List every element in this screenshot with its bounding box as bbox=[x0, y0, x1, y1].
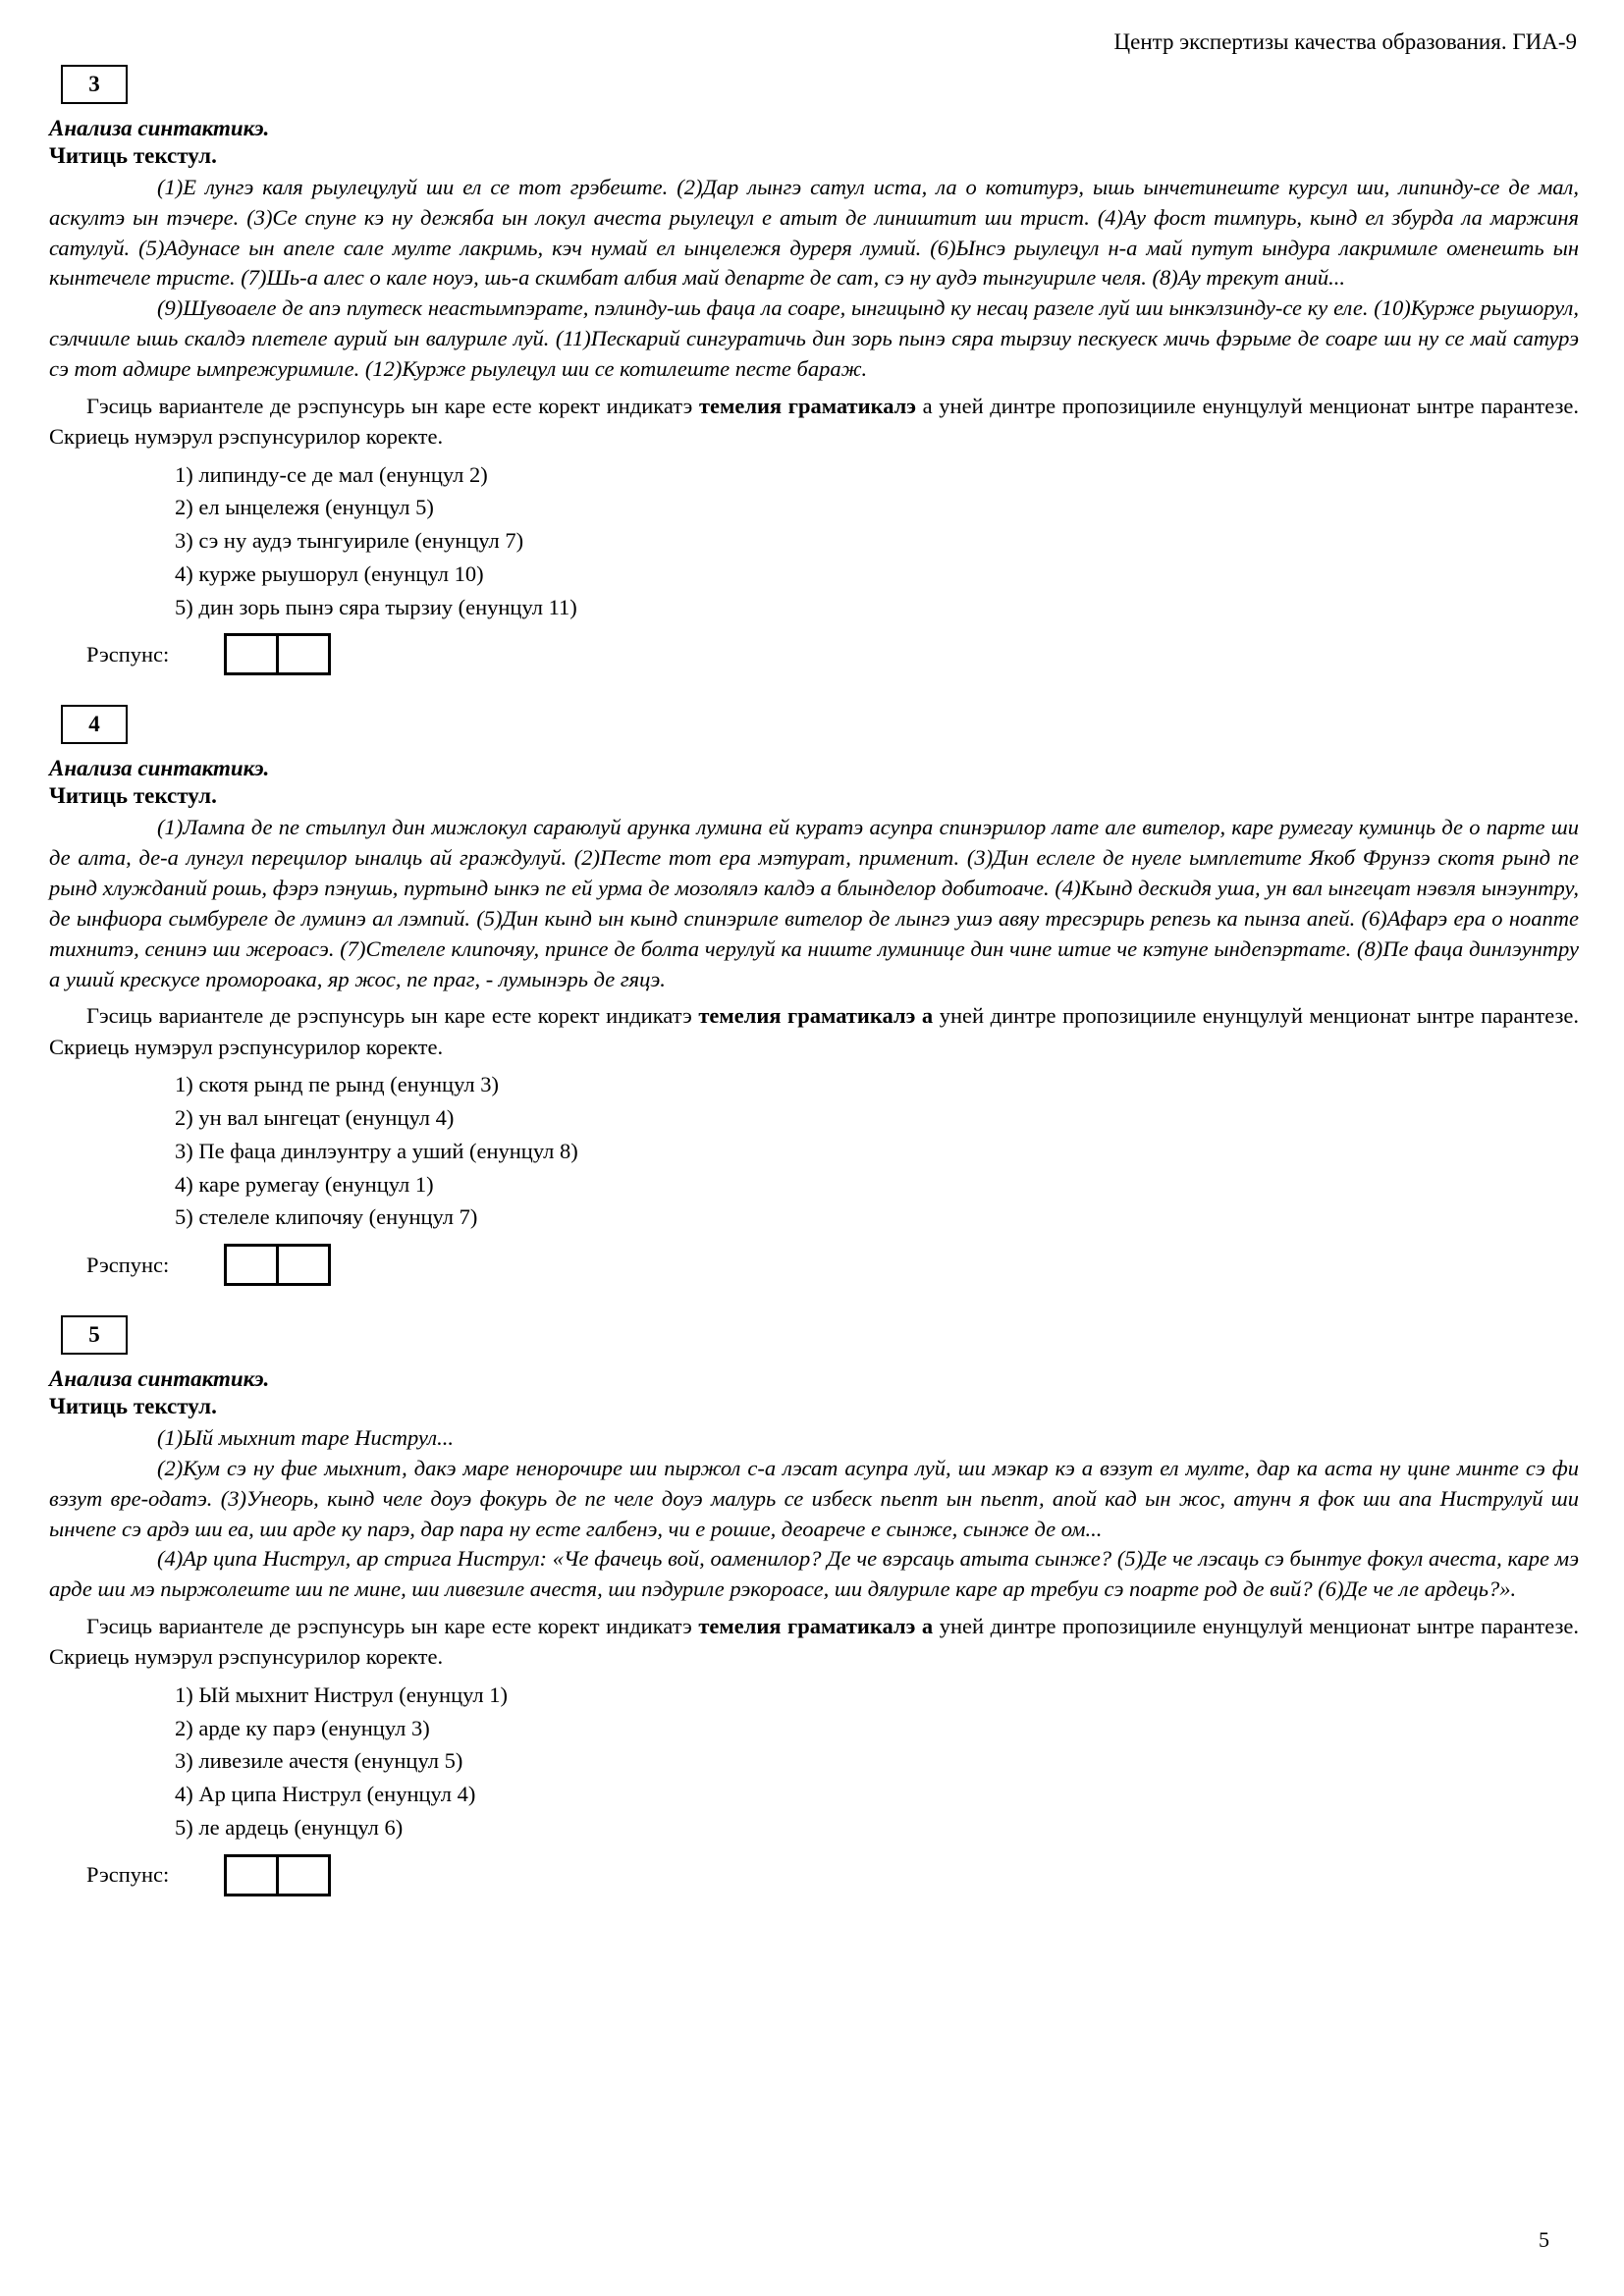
question-number: 4 bbox=[88, 712, 100, 737]
answer-cell-2[interactable] bbox=[276, 1857, 328, 1894]
task-text-pre: Гэсиць вариантеле де рэспунсурь ын каре есте корект индикатэ bbox=[86, 1003, 699, 1029]
task-bold-term: темелия граматикалэ а bbox=[698, 1613, 934, 1638]
question-3 bbox=[49, 65, 1579, 675]
answer-row bbox=[86, 1244, 1579, 1286]
answer-option: 2) ун вал ынгецат (енунцул 4) bbox=[175, 1105, 455, 1131]
task-text-post: уней динтре пропозицииле енунцулуй менционат ынтре парантезе. Скриець нумэрул рэспунсурилор коректе. bbox=[49, 1003, 1579, 1059]
task-text-post: уней динтре пропозицииле енунцулуй менционат ынтре парантезе. Скриець нумэрул рэспунсурилор коректе. bbox=[49, 1613, 1579, 1670]
answer-label: Рэспунс: bbox=[86, 1252, 170, 1277]
question-number-box bbox=[61, 65, 128, 104]
question-number-box bbox=[61, 1315, 128, 1355]
task-instruction bbox=[49, 1611, 1579, 1673]
header-org-title: Центр экспертизы качества образования. ГИА-9 bbox=[1113, 29, 1577, 54]
answer-box[interactable] bbox=[224, 633, 331, 675]
task-text-pre: Гэсиць вариантеле де рэспунсурь ын каре есте корект индикатэ bbox=[86, 1613, 699, 1638]
answer-row bbox=[86, 1854, 1579, 1896]
answer-option: 3) ливезиле ачестя (енунцул 5) bbox=[175, 1748, 463, 1774]
answer-option: 4) каре румегау (енунцул 1) bbox=[175, 1171, 434, 1197]
question-5 bbox=[49, 1315, 1579, 1896]
answer-option: 1) Ый мыхнит Ниструл (енунцул 1) bbox=[175, 1682, 508, 1707]
text-paragraph: (4)Ар ципа Ниструл, ар стрига Ниструл: «Че фачець вой, оаменилор? Де че вэрсаць атыта сынже? (5)Де че лэсаць сэ бынтуе фокул ачеста, каре мэ арде ши мэ пыржолеште ши пе мине, ши ливезиле ачестя, ши пэдуриле рэкороасе, ши дялуриле каре ар требуи сэ поарте род де вий? (6)Де че ле ардець?». bbox=[49, 1546, 1579, 1602]
answer-option: 3) сэ ну аудэ тынгуириле (енунцул 7) bbox=[175, 528, 524, 554]
answer-box[interactable] bbox=[224, 1854, 331, 1896]
read-instruction: Читиць текстул. bbox=[49, 143, 217, 168]
task-instruction bbox=[49, 1000, 1579, 1062]
section-title: Анализа синтактикэ. bbox=[49, 116, 270, 140]
answer-option: 5) стелеле клипочяу (енунцул 7) bbox=[175, 1204, 478, 1230]
answer-cell-2[interactable] bbox=[276, 636, 328, 672]
answer-option: 1) липинду-се де мал (енунцул 2) bbox=[175, 461, 488, 487]
answer-option: 1) скотя рынд пе рынд (енунцул 3) bbox=[175, 1072, 499, 1097]
text-paragraph: (9)Шувоаеле де апэ плутеск неастымпэрате, пэлинду-шь фаца ла соаре, ынгицынд ку несац разеле луй ши ынкэлзинду-се ку еле. (10)Курже рыушорул, сэлчииле ышь скалдэ плетеле аурий ын валуриле луй. (11)Пескарий сингуратичь дин зорь пынэ сяра тырзиу пескуеск мичь фэрыме де соаре ши ну се май сатурэ сэ тот адмире ымпрежуримиле. (12)Курже рыулецул ши се котилеште песте бараж. bbox=[49, 295, 1579, 381]
page-number: 5 bbox=[1539, 2227, 1549, 2252]
answer-option: 4) Ар ципа Ниструл (енунцул 4) bbox=[175, 1782, 476, 1807]
task-text-post: а уней динтре пропозицииле енунцулуй менционат ынтре парантезе. Скриець нумэрул рэспунсурилор коректе. bbox=[49, 393, 1579, 450]
read-instruction: Читиць текстул. bbox=[49, 1394, 217, 1419]
task-instruction bbox=[49, 391, 1579, 453]
answer-option: 2) арде ку парэ (енунцул 3) bbox=[175, 1715, 430, 1740]
answer-box[interactable] bbox=[224, 1244, 331, 1286]
answer-row bbox=[86, 633, 1579, 675]
question-number: 5 bbox=[88, 1322, 100, 1348]
question-number: 3 bbox=[88, 72, 100, 96]
question-number-box bbox=[61, 705, 128, 744]
text-paragraph: (1)Ый мыхнит таре Ниструл... bbox=[157, 1425, 454, 1451]
section-title: Анализа синтактикэ. bbox=[49, 756, 270, 781]
answer-cell-1[interactable] bbox=[227, 636, 276, 672]
answer-cell-1[interactable] bbox=[227, 1857, 276, 1894]
answer-option: 3) Пе фаца динлэунтру а уший (енунцул 8) bbox=[175, 1138, 578, 1163]
task-text-pre: Гэсиць вариантеле де рэспунсурь ын каре есте корект индикатэ bbox=[86, 393, 699, 418]
answer-option: 5) ле ардець (енунцул 6) bbox=[175, 1814, 404, 1840]
text-paragraph: (1)Е лунгэ каля рыулецулуй ши ел се тот грэбеште. (2)Дар лынгэ сатул иста, ла о котитурэ, ышь ынчетинеште курсул ши, липинду-се де мал, аскултэ ын тэчере. (3)Се спуне кэ ну дежяба ын локул ачеста рыулецул е атыт де лиништит ши трист. (4)Ау фост тимпурь, кынд ел збурда ла маржиня сатулуй. (5)Адунасе ын апеле сале мулте лакримь, кэч нумай ел ынцележя дуреря лумий. (6)Ынсэ рыулецул н-а май путут ындура лакримиле оменешть ын кынтечеле тристе. (7)Шь-а алес о кале ноуэ, шь-а скимбат албия май департе де сат, сэ ну аудэ тынгуириле челя. (8)Ау трекут аний... bbox=[49, 175, 1579, 291]
task-bold-term: темелия граматикалэ bbox=[698, 393, 916, 418]
answer-cell-2[interactable] bbox=[276, 1247, 328, 1283]
read-instruction: Читиць текстул. bbox=[49, 783, 217, 809]
answer-label: Рэспунс: bbox=[86, 641, 170, 667]
section-title: Анализа синтактикэ. bbox=[49, 1366, 270, 1392]
question-4 bbox=[49, 705, 1579, 1286]
answer-cell-1[interactable] bbox=[227, 1247, 276, 1283]
answer-option: 5) дин зорь пынэ сяра тырзиу (енунцул 11) bbox=[175, 594, 577, 619]
task-bold-term: темелия граматикалэ а bbox=[698, 1003, 934, 1029]
answer-label: Рэспунс: bbox=[86, 1862, 170, 1888]
answer-option: 4) курже рыушорул (енунцул 10) bbox=[175, 561, 484, 586]
text-paragraph: (1)Лампа де пе стылпул дин мижлокул сараюлуй арунка лумина ей куратэ асупра спинэрилор лате але вителор, каре румегау куминць де о парте ши де алта, де-а лунгул перецилор ыналць ай граждулуй. (2)Песте тот ера мэтурат, применит. (3)Дин еслеле де нуеле ымплетите Якоб Фрунзэ скотя рынд пе рынд хлужданий рошь, фэрэ пэнушь, пуртынд ынкэ пе ей урма де мозолялэ калдэ а блынделор добитоаче. (4)Кынд дескидя уша, ун вал ынгецат нэвэля ынэунтру, де ынфиора сымбуреле де луминэ ал лэмпий. (5)Дин кынд ын кынд спинэриле вителор де лынгэ ушэ авяу тресэрирь репезь ка пынза апей. (6)Афарэ ера о ноапте тихнитэ, сенинэ ши жероасэ. (7)Стелеле клипочяу, принсе де болта черулуй ка ниште луминице дин чине штие че кэтуне ындепэртате. (8)Пе фаца динлэунтру а уший крескусе промороака, яр жос, пе праг, - лумынэрь де гяцэ. bbox=[49, 815, 1579, 991]
text-paragraph: (2)Кум сэ ну фие мыхнит, дакэ маре ненорочире ши пыржол с-а лэсат асупра луй, ши мэкар кэ а вэзут ел мулте, дар ка аста ну цине минте сэ фи вэзут вре-одатэ. (3)Унеорь, кынд челе доуэ фокурь де пе челе доуэ малурь се избеск пьепт ын пьепт, апой кад ын жос, атунч я фок ши апа Ниструлуй ши ынчепе сэ ардэ ши еа, ши арде ку парэ, дар пара ну есте галбенэ, чи е рошие, деоарече е сынже, сынже де ом... bbox=[49, 1455, 1579, 1541]
answer-option: 2) ел ынцележя (енунцул 5) bbox=[175, 495, 434, 520]
